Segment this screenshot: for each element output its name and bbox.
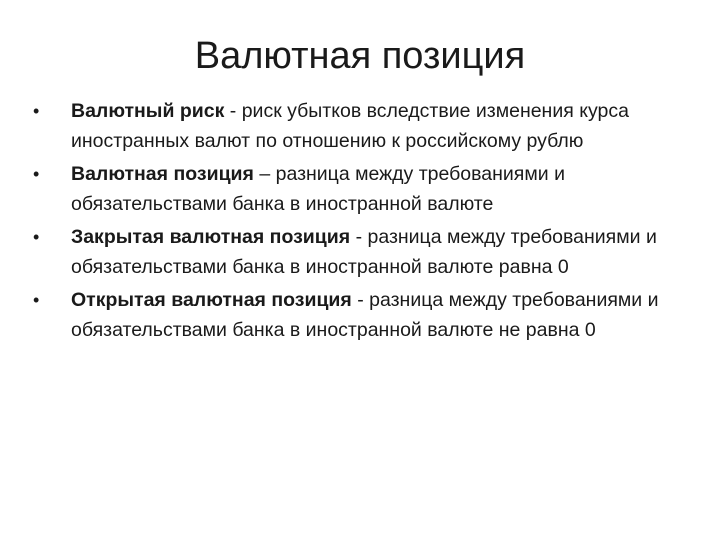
bullet-icon: •	[33, 227, 40, 247]
definition-closed-position: - разница между требованиями и обязательствами банка в иностранной валюте равна 0	[71, 226, 657, 278]
bullet-icon: •	[33, 101, 40, 121]
bullet-icon: •	[33, 164, 40, 184]
term-open-position: Открытая валютная позиция	[71, 289, 352, 311]
bullet-icon: •	[33, 290, 40, 310]
term-currency-risk: Валютный риск	[71, 100, 225, 122]
list-item	[33, 285, 683, 345]
bullet-list	[33, 96, 683, 348]
term-closed-position: Закрытая валютная позиция	[71, 226, 351, 248]
list-item	[33, 222, 683, 282]
list-item	[33, 159, 683, 219]
definition-currency-position: – разница между требованиями и обязательствами банка в иностранной валюте	[71, 163, 565, 215]
definition-currency-risk: - риск убытков вследствие изменения курса иностранных валют по отношению к российскому рублю	[71, 100, 629, 152]
list-item	[33, 96, 683, 156]
slide-title: Валютная позиция	[194, 35, 526, 77]
term-currency-position: Валютная позиция	[71, 163, 254, 185]
definition-open-position: - разница между требованиями и обязательствами банка в иностранной валюте не равна 0	[71, 289, 659, 341]
